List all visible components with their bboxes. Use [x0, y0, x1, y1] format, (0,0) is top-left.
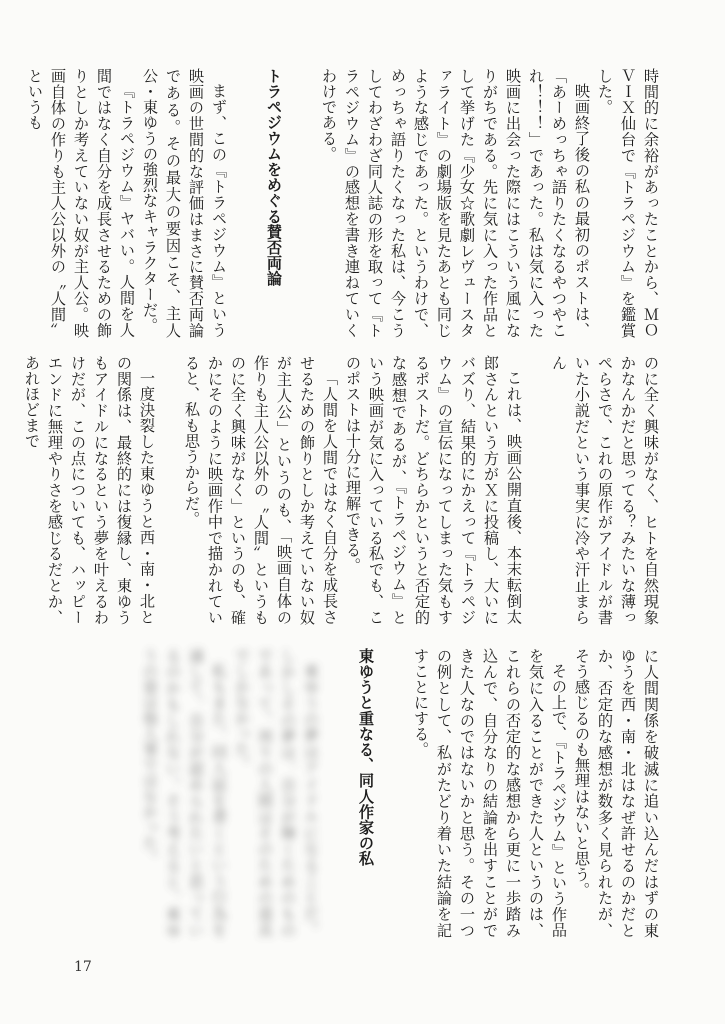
section-heading: 東ゆうと重なる、同人作家の私	[357, 648, 375, 867]
paragraph: これは、映画公開直後、本末転倒太郎さんという方がＸに投稿し、大いにバズり、結果的にかえって『トラペジウム』の宣伝になってしまった気もするポストだ。どちらかというと否定的な感想であるが、『トラペジウム』という映画が気に入っている私でも、このポストは十分に理解できる。	[344, 355, 523, 625]
text-band-middle	[23, 355, 662, 625]
paragraph: 映画終了後の私の最初のポストは、「あーめっちゃ語りたくなるやつやこれ！！！」であった。私は気に入った映画に出会った際にはこういう風になりがちである。先に気に入った作品として挙げた『少女☆歌劇レヴュースタァライト』の劇場版を見たあとも同じような感じであった。というわけで、めっちゃ語りたくなった私は、今こうしてわざわざ同人誌の形を取って『トラペジウム』の感想を書き連ねていくわけである。	[320, 68, 591, 338]
paragraph: のに全く興味がなく、ヒトを自然現象かなんかだと思ってる？みたいな薄っぺらさで、これの原作がアイドルが書いた小説だという事実に冷や汗止まらん	[550, 355, 660, 625]
paragraph: 『トラペジウム』ヤバい。人間を人間ではなく自分を成長させるための飾りとしか考えていない奴が主人公。映画自体の作りも主人公以外の〝人間〟というも	[26, 68, 136, 338]
spacer	[525, 355, 547, 625]
paragraph: に人間関係を破滅に追い込んだはずの東ゆうを西・南・北はなぜ許せるのかだとか、否定的な感想が数多く見られたが、そう感じるのも無理はないと思う。	[573, 648, 660, 938]
spacer	[387, 648, 409, 938]
spacer	[322, 648, 344, 938]
spacer	[230, 68, 252, 338]
paragraph: その上で、『トラペジウム』という作品を気に入ることができた人というのは、これらの否定的な感想から更に一歩踏み込んで、自分なりの結論を出すことができた人なのではないかと思う。その一つの例として、私がたどり着いた結論を記すことにする。	[412, 648, 568, 938]
spacer	[295, 68, 317, 338]
paragraph: 時間的に余裕があったことから、ＭＯＶＩＸ仙台で『トラペジウム』を鑑賞した。	[596, 68, 660, 338]
paragraph: まず、この『トラペジウム』という映画の世間的な評価はまさに賛否両論である。その最大の要因こそ、主人公・東ゆうの強烈なキャラクターだ。	[141, 68, 228, 338]
blurred-paragraph: 私もまた、同人誌を書くという行為を通して、自分が認められたいと思っているのかもしれない。そう考えると、東ゆうの姿は他人事ではなかった。	[141, 648, 228, 938]
spacer	[158, 355, 180, 625]
section-heading: トラペジウムをめぐる賛否両論	[265, 68, 283, 287]
paragraph: 「人間を人間ではなく自分を成長させるための飾りとしか考えていない奴が主人公」というのも、「映画自体の作りも主人公以外の〝人間〟というものに全く興味がなく」というのも、確かにそのように映画作中で描かれていると、私も思うからだ。	[183, 355, 339, 625]
blurred-paragraph: 東ゆうの夢はアイドルになることだ。しかしその夢は、自分が輝くためのものであって、周りの人間はそのための道具でしかなかった。	[233, 648, 320, 938]
page-number: 17	[74, 959, 92, 975]
text-band-bottom	[62, 648, 662, 938]
text-band-top	[26, 68, 662, 338]
paragraph: 一度決裂した東ゆうと西・南・北との関係は、最終的には復縁し、東ゆうもアイドルになるという夢を叶えるわけだが、この点についても、ハッピーエンドに無理やりさを感じるだとか、あれほどまで	[23, 355, 156, 625]
